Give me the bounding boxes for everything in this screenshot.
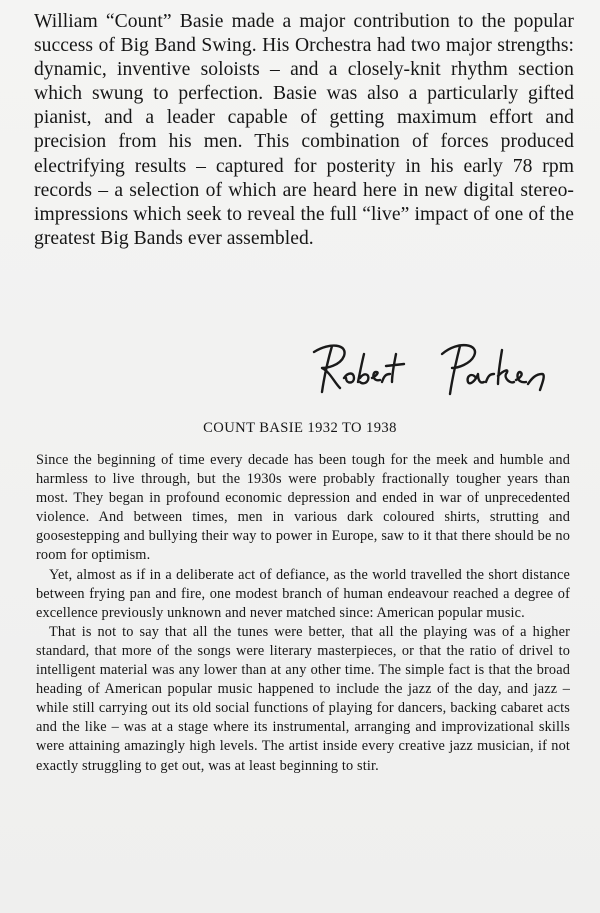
signature	[300, 338, 570, 398]
section-heading: COUNT BASIE 1932 TO 1938	[203, 420, 397, 436]
body-paragraph: That is not to say that all the tunes were better, that all the playing was of a higher standard, that more of the songs were literary masterpieces, or that the ratio of drivel to intelligent material was any lower than at any other time. The simple fact is that the broad heading of American popular music happened to include the jazz of the day, and jazz – while still carrying out its old social functions of playing for dancers, backing cabaret acts and the like – was at a stage where its instrumental, arranging and improvizational skills were attaining amazingly high levels. The artist inside every creative jazz musician, if not exactly struggling to get out, was at least beginning to stir.	[36, 623, 570, 774]
signature-image	[300, 338, 570, 398]
body-paragraph: Yet, almost as if in a deliberate act of defiance, as the world travelled the short distance between frying pan and fire, one modest branch of human endeavour reached a degree of excellence previously unknown and never matched since: American popular music.	[36, 566, 570, 621]
section-body	[36, 451, 570, 776]
body-paragraph: Since the beginning of time every decade has been tough for the meek and humble and harmless to live through, but the 1930s were probably fractionally tougher years than most. They began in profound economic depression and ended in war of unprecedented violence. And between times, men in various dark coloured shirts, strutting and goosestepping and bullying their way to power in Europe, saw to it that there should be no room for optimism.	[36, 452, 570, 564]
intro-paragraph: William “Count” Basie made a major contribution to the popular success of Big Band Swing. His Orchestra had two major strengths: dynamic, inventive soloists – and a closely-knit rhythm section which swung to perfection. Basie was also a particularly gifted pianist, and a leader capable of getting maximum effort and precision from his men. This combination of forces produced electrifying results – captured for posterity in his early 78 rpm records – a selection of which are heard here in new digital stereo-impressions which seek to reveal the full “live” impact of one of the greatest Big Bands ever assembled.	[34, 11, 574, 249]
